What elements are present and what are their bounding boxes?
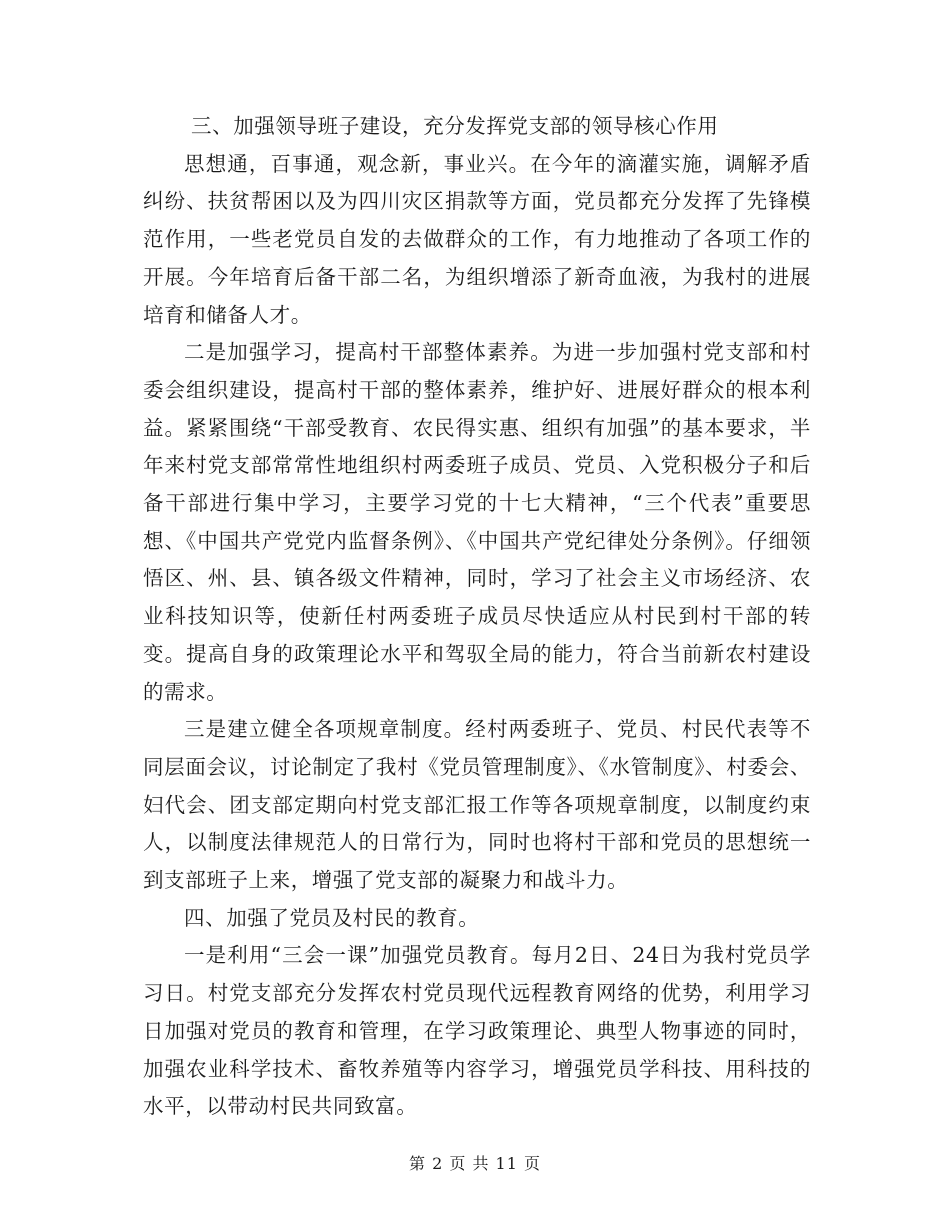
footer-middle: 页 共 xyxy=(449,1154,490,1173)
footer-total-pages: 11 xyxy=(495,1154,518,1173)
footer-prefix: 第 xyxy=(408,1154,426,1173)
section-heading-3: 三、加强领导班子建设，充分发挥党支部的领导核心作用 xyxy=(191,114,719,138)
paragraph-thinking: 思想通，百事通，观念新，事业兴。在今年的滴灌实施，调解矛盾纠纷、扶贫帮困以及为四川灾区捐款等方面，党员都充分发挥了先锋模范作用，一些老党员自发的去做群众的工作，有力地推动了各项工作的开展。今年培育后备干部二名，为组织增添了新奇血液，为我村的进展培育和储备人才。 xyxy=(143,151,811,327)
paragraph-study: 二是加强学习，提高村干部整体素养。为进一步加强村党支部和村委会组织建设，提高村干部的整体素养，维护好、进展好群众的根本利益。紧紧围绕“干部受教育、农民得实惠、组织有加强”的基本要求，半年来村党支部常常性地组织村两委班子成员、党员、入党积极分子和后备干部进行集中学习，主要学习党的十七大精神，“三个代表”重要思想、《中国共产党党内监督条例》、《中国共产党纪律处分条例》。仔细领悟区、州、县、镇各级文件精神，同时，学习了社会主义市场经济、农业科技知识等，使新任村两委班子成员尽快适应从村民到村干部的转变。提高自身的政策理论水平和驾驭全局的能力，符合当前新农村建设的需求。 xyxy=(143,340,811,704)
page-footer xyxy=(0,1152,950,1176)
footer-suffix: 页 xyxy=(524,1154,542,1173)
section-heading-4: 四、加强了党员及村民的教育。 xyxy=(184,905,480,930)
paragraph-education: 一是利用“三会一课”加强党员教育。每月2日、24日为我村党员学习日。村党支部充分发挥农村党员现代远程教育网络的优势，利用学习日加强对党员的教育和管理，在学习政策理论、典型人物事迹的同时，加强农业科学技术、畜牧养殖等内容学习，增强党员学科技、用科技的水平，以带动村民共同致富。 xyxy=(143,943,811,1119)
document-body xyxy=(143,108,811,1126)
footer-page-number: 2 xyxy=(432,1154,444,1173)
paragraph-rules: 三是建立健全各项规章制度。经村两委班子、党员、村民代表等不同层面会议，讨论制定了我村《党员管理制度》、《水管制度》、村委会、妇代会、团支部定期向村党支部汇报工作等各项规章制度，以制度约束人，以制度法律规范人的日常行为，同时也将村干部和党员的思想统一到支部班子上来，增强了党支部的凝聚力和战斗力。 xyxy=(143,717,811,893)
